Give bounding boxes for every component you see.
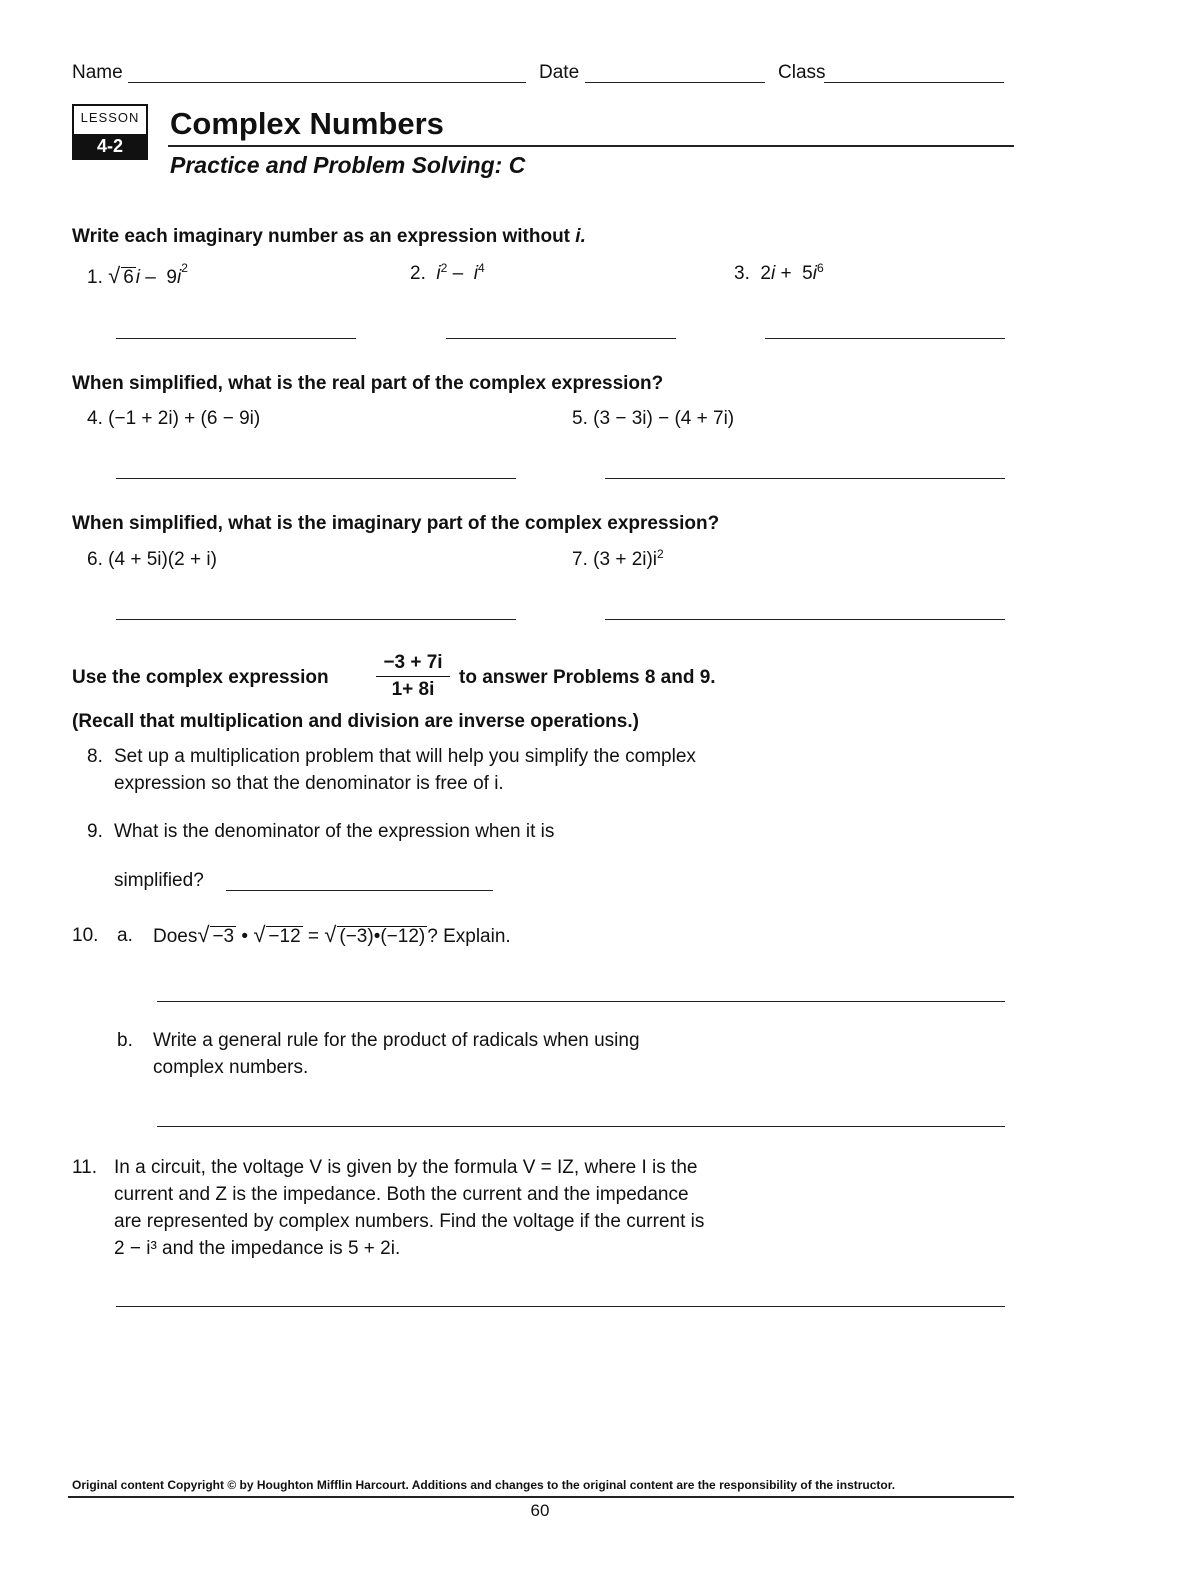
problem-10b-line-2: complex numbers.	[153, 1057, 309, 1078]
problem-9-number: 9.	[87, 821, 103, 842]
copyright-notice: Original content Copyright © by Houghton Mifflin Harcourt. Additions and changes to the original content are the responsibility of the instructor.	[72, 1478, 896, 1492]
problem-11-line-3: are represented by complex numbers. Find the voltage if the current is	[114, 1211, 705, 1232]
problem-10b-line-1: Write a general rule for the product of radicals when using	[153, 1030, 640, 1051]
answer-line-11[interactable]	[116, 1306, 1005, 1307]
answer-line-6[interactable]	[116, 619, 516, 620]
problem-10-number: 10.	[72, 925, 99, 946]
section-3-heading: When simplified, what is the imaginary part of the complex expression?	[72, 513, 720, 534]
problem-10b-label: b.	[117, 1030, 133, 1051]
section-4-heading-post: to answer Problems 8 and 9.	[459, 667, 716, 688]
date-label: Date	[539, 62, 580, 83]
page-number: 60	[530, 1501, 550, 1520]
problem-9-line-2: simplified?	[114, 870, 204, 891]
date-field[interactable]	[585, 82, 765, 83]
footer-rule	[68, 1496, 1014, 1498]
answer-line-7[interactable]	[605, 619, 1005, 620]
problem-11-line-1: In a circuit, the voltage V is given by the formula V = IZ, where I is the	[114, 1157, 698, 1178]
answer-line-10b[interactable]	[157, 1126, 1005, 1127]
problem-8-line-2: expression so that the denominator is free of i.	[114, 773, 504, 794]
problem-10a-text: Does√ −3 • √ −12 = √ (−3)•(−12) ? Explain.	[153, 922, 511, 947]
problem-8-line-1: Set up a multiplication problem that will help you simplify the complex	[114, 746, 696, 767]
problem-8-number: 8.	[87, 746, 103, 767]
class-field[interactable]	[824, 82, 1004, 83]
problem-4: 4. (−1 + 2i) + (6 − 9i)	[87, 408, 261, 429]
page-title: Complex Numbers	[170, 106, 444, 141]
answer-line-10a[interactable]	[157, 1001, 1005, 1002]
problem-5: 5. (3 − 3i) − (4 + 7i)	[572, 408, 735, 429]
problem-1: 1. √ 6 i – $9i^2$	[87, 261, 188, 288]
name-field[interactable]	[128, 82, 526, 83]
lesson-badge	[72, 104, 148, 160]
problem-6: 6. (4 + 5i)(2 + i)	[87, 549, 217, 570]
complex-fraction	[376, 652, 450, 701]
page-subtitle: Practice and Problem Solving: C	[170, 152, 526, 178]
problem-9-line-1: What is the denominator of the expression when it is	[114, 821, 555, 842]
problem-7: 7. $(3 + 2i)i^2$	[572, 547, 664, 570]
answer-line-3[interactable]	[765, 338, 1005, 339]
section-4-recall: (Recall that multiplication and division are inverse operations.)	[72, 711, 639, 732]
answer-line-9[interactable]	[226, 890, 493, 891]
section-1-heading: Write each imaginary number as an expression without i.	[72, 226, 586, 247]
fraction-numerator: −3 + 7i	[383, 652, 443, 673]
class-label: Class	[778, 62, 826, 83]
problem-11-line-4: 2 − i³ and the impedance is 5 + 2i.	[114, 1238, 401, 1259]
title-rule	[168, 145, 1014, 147]
name-label: Name	[72, 62, 123, 83]
section-4-heading-pre: Use the complex expression	[72, 667, 329, 688]
lesson-number: 4-2	[74, 134, 146, 158]
problem-3: 3. $2i + 5i^6$	[734, 261, 824, 284]
problem-2: 2. $i^2 - i^4$	[410, 261, 485, 284]
problem-11-line-2: current and Z is the impedance. Both the current and the impedance	[114, 1184, 689, 1205]
fraction-denominator: 1+ 8i	[391, 679, 435, 700]
problem-10a-label: a.	[117, 925, 133, 946]
lesson-label: LESSON	[80, 110, 140, 125]
answer-line-1[interactable]	[116, 338, 356, 339]
problem-11-number: 11.	[72, 1157, 98, 1178]
answer-line-4[interactable]	[116, 478, 516, 479]
section-2-heading: When simplified, what is the real part of the complex expression?	[72, 373, 664, 394]
answer-line-5[interactable]	[605, 478, 1005, 479]
answer-line-2[interactable]	[446, 338, 676, 339]
